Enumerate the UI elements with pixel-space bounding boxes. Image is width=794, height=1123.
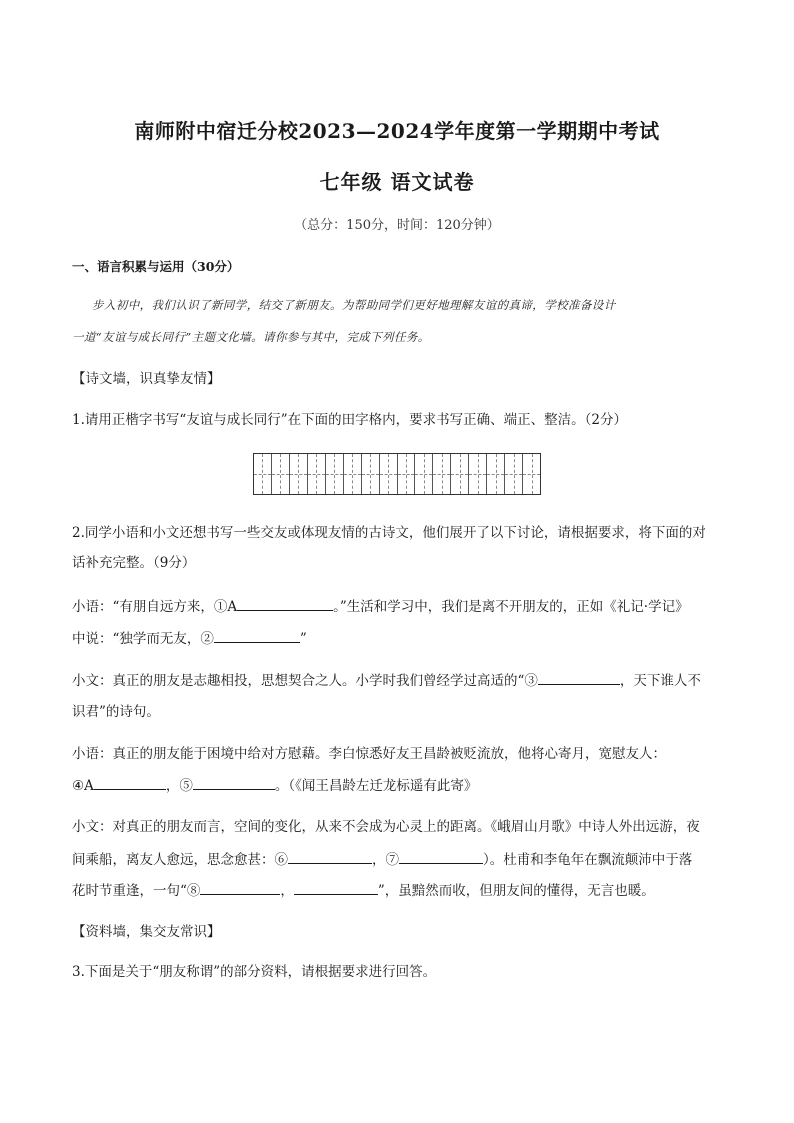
dialogue-3-line-2	[72, 775, 732, 796]
grid-cell[interactable]	[469, 454, 487, 494]
dialogue-text: ，⑤	[165, 778, 193, 794]
grid-cell[interactable]	[380, 454, 398, 494]
grid-cell[interactable]	[344, 454, 362, 494]
answer-blank-5[interactable]	[193, 775, 275, 790]
exam-subject-title: 七年级 语文试卷	[319, 170, 475, 194]
dialogue-text: ④A	[72, 778, 94, 794]
info-wall-title: 【资料墙，集交友常识】	[72, 924, 221, 940]
dialogue-3-line-1: 小语：真正的朋友能于困境中给对方慰藉。李白惊悉好友王昌龄被贬流放，他将心寄月，宽慰友人：	[72, 746, 666, 762]
grid-cell[interactable]	[290, 454, 308, 494]
dialogue-text: 。”生活和学习中，我们是离不开朋友的，正如《礼记·学记》	[333, 599, 689, 615]
grid-cell[interactable]	[505, 454, 523, 494]
exam-title: 南师附中宿迁分校2023—2024学年度第一学期期中考试	[134, 119, 660, 143]
grid-cell[interactable]	[523, 454, 540, 494]
answer-blank-1[interactable]	[237, 596, 333, 611]
tianzige-writing-grid[interactable]	[253, 453, 541, 495]
question-2-line-1: 2.同学小语和小文还想书写一些交友或体现友情的古诗文，他们展开了以下讨论，请根据要求，将下面的对	[72, 525, 706, 541]
dialogue-4-line-3	[72, 880, 732, 901]
answer-blank-2[interactable]	[214, 628, 300, 643]
poetry-wall-title: 【诗文墙，识真挚友情】	[72, 371, 221, 387]
grid-cell[interactable]	[451, 454, 469, 494]
dialogue-text: ，天下谁人不	[619, 673, 701, 689]
dialogue-text: ”	[299, 631, 307, 647]
section-heading: 一、语言积累与运用（30分）	[72, 259, 240, 274]
grid-cell[interactable]	[398, 454, 416, 494]
answer-blank-8b[interactable]	[294, 880, 378, 895]
grid-cell[interactable]	[254, 454, 272, 494]
dialogue-2-line-1	[72, 670, 732, 691]
answer-blank-4[interactable]	[94, 775, 166, 790]
dialogue-text: 间乘船，离友人愈远，思念愈甚：⑥	[72, 852, 288, 868]
grid-cell[interactable]	[326, 454, 344, 494]
dialogue-4-line-2	[72, 849, 732, 870]
question-2-line-2: 话补充完整。（9分）	[72, 555, 196, 571]
score-time-info: （总分：150分，时间：120分钟）	[294, 218, 500, 233]
answer-blank-3[interactable]	[538, 670, 620, 685]
intro-line-1: 步入初中，我们认识了新同学，结交了新朋友。为帮助同学们更好地理解友谊的真谛，学校准备设计	[92, 298, 616, 312]
dialogue-2-line-2: 识君”的诗句。	[72, 704, 160, 720]
dialogue-text: 。（《闻王昌龄左迁龙标遥有此寄》	[274, 778, 478, 794]
grid-cell[interactable]	[433, 454, 451, 494]
question-1: 1.请用正楷字书写“友谊与成长同行”在下面的田字格内，要求书写正确、端正、整洁。（2分）	[72, 412, 628, 428]
grid-cell[interactable]	[362, 454, 380, 494]
dialogue-text: 小语：“有朋自远方来，①A	[72, 599, 238, 615]
dialogue-text: 花时节重逢，一句“⑧	[72, 883, 201, 899]
answer-blank-7[interactable]	[399, 849, 483, 864]
dialogue-text: 小文：真正的朋友是志趣相投，思想契合之人。小学时我们曾经学过高适的“③	[72, 673, 538, 689]
question-3: 3.下面是关于“朋友称谓”的部分资料，请根据要求进行回答。	[72, 964, 437, 980]
grid-cell[interactable]	[272, 454, 290, 494]
dialogue-text: ”，虽黯然而收，但朋友间的懂得，无言也暖。	[377, 883, 655, 899]
dialogue-text: ，⑦	[372, 852, 399, 868]
intro-line-2: 一道“友谊与成长同行”主题文化墙。请你参与其中，完成下列任务。	[72, 330, 430, 344]
dialogue-1-line-1	[72, 596, 732, 617]
dialogue-1-line-2	[72, 628, 732, 649]
dialogue-text: ）。杜甫和李龟年在飘流颠沛中于落	[483, 852, 693, 868]
grid-cell[interactable]	[487, 454, 505, 494]
answer-blank-6[interactable]	[288, 849, 372, 864]
dialogue-text: 中说：“独学而无友，②	[72, 631, 214, 647]
grid-cell[interactable]	[415, 454, 433, 494]
grid-cell[interactable]	[308, 454, 326, 494]
dialogue-text: ，	[280, 883, 294, 899]
answer-blank-8a[interactable]	[200, 880, 280, 895]
dialogue-4-line-1: 小文：对真正的朋友而言，空间的变化，从来不会成为心灵上的距离。《峨眉山月歌》中诗人外出远游，夜	[72, 819, 700, 835]
